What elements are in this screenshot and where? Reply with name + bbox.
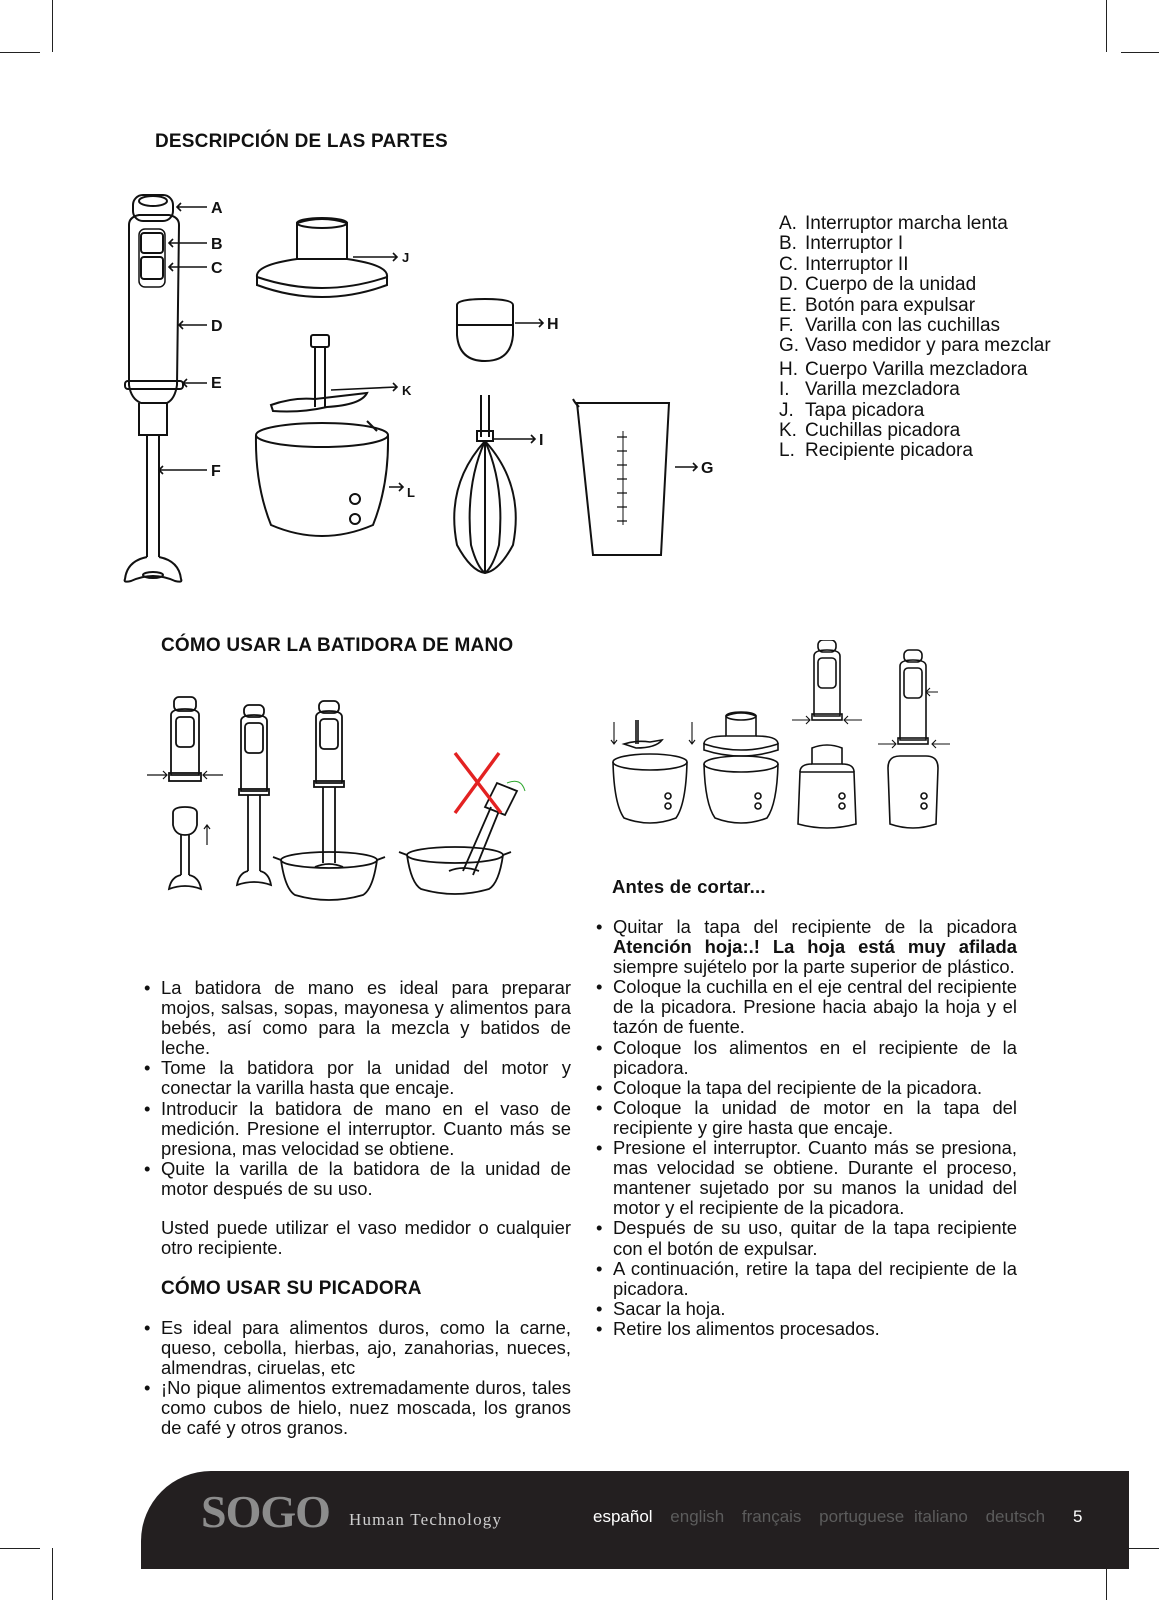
measuring-cup-illustration [573,399,697,555]
heading-how-blender: CÓMO USAR LA BATIDORA DE MANO [161,635,514,656]
page-footer [141,1471,1129,1569]
legend-item [779,401,1051,421]
list-item: • La batidora de mano es ideal para preparar mojos, salsas, sopas, mayonesa y alimentos para bebés, así como para la mezcla y batidos de leche. [142,978,571,1058]
legend-item [779,316,1051,336]
figure-letter-b: B [211,236,223,253]
chopper-bowl-illustration [256,421,403,536]
legend-label: Interruptor marcha lenta [805,213,1008,234]
crop-mark [0,1548,40,1549]
list-item: • Coloque la tapa del recipiente de la picadora. [594,1078,1017,1098]
legend-item [779,275,1051,295]
legend-label: Varilla con las cuchillas [805,315,1001,337]
crop-mark [1121,52,1159,53]
list-item: • Después de su uso, quitar de la tapa recipiente con el botón de expulsar. [594,1218,1017,1258]
blending-shaft-body-illustration [457,299,543,361]
legend-label: Cuchillas picadora [805,420,961,442]
language-item-italiano: italiano [913,1507,968,1526]
list-item: • A continuación, retire la tapa del recipiente de la picadora. [594,1259,1017,1299]
list-item: • Coloque la unidad de motor en la tapa del recipiente y gire hasta que encaje. [594,1098,1017,1138]
legend-key: K. [779,420,797,442]
blender-continuation: Usted puede utilizar el vaso medidor o cualquier otro recipiente. [161,1217,571,1259]
figure-letter-f: F [211,463,221,480]
figure-letter-h: H [547,316,559,333]
figure-letter-i: I [539,432,544,449]
chopper-blade-illustration [271,335,397,412]
list-item [594,917,1017,977]
figure-letter-j: J [402,250,410,265]
step-blend-in-bowl-illustration [273,701,385,900]
chopper-lid-illustration [257,218,397,297]
legend-key: H. [779,358,798,380]
step-wrong-angle-illustration [399,781,525,894]
figure-letter-c: C [211,260,223,277]
legend-item [779,360,1051,380]
step-insert-blade-illustration [611,720,695,823]
legend-label: Tapa picadora [805,399,925,421]
legend-key: L. [779,440,795,462]
step-place-lid-illustration [704,712,778,823]
legend-key: B. [779,233,797,255]
list-item: • Coloque los alimentos en el recipiente de la picadora. [594,1038,1017,1078]
language-nav [593,1507,1058,1527]
legend-item [779,296,1051,316]
list-item: • ¡No pique alimentos extremadamente duros, tales como cubos de hielo, nuez moscada, los granos de café y otros granos. [142,1378,571,1438]
crop-mark [52,0,53,52]
figure-letter-a: A [211,200,223,217]
step-assembled-chopper-illustration [878,650,950,828]
list-item: • Es ideal para alimentos duros, como la carne, queso, cebolla, hierbas, ajo, zanahorias, nueces, almendras, ciruelas, etc [142,1318,571,1378]
language-item-english: english [670,1507,725,1526]
list-item: • Retire los alimentos procesados. [594,1319,1017,1339]
legend-item [779,380,1051,400]
list-item-text: Quitar la tapa del recipiente de la picadora [613,916,1017,937]
legend-key: F. [779,315,794,337]
blender-usage-figure [145,695,545,925]
legend-label: Vaso medidor y para mezclar [805,335,1051,357]
legend-label: Interruptor II [805,253,909,275]
warning-text: Atención hoja:.! La hoja está muy afilada [613,936,1017,958]
list-item: • Quite la varilla de la batidora de la unidad de motor después de su uso. [142,1159,571,1199]
parts-figure [115,185,745,595]
list-item: • Tome la batidora por la unidad del motor y conectar la varilla hasta que encaje. [142,1058,571,1098]
list-item: • Presione el interruptor. Cuanto más se presiona, mas velocidad se obtiene. Durante el proceso, mantener sujetado por su manos la unidad del motor y el recipiente de la picadora. [594,1138,1017,1218]
legend-label: Varilla mezcladora [805,379,960,401]
crop-mark [52,1548,53,1600]
chopper-usage-figure [606,640,986,850]
legend-item [779,234,1051,254]
figure-letter-l: L [407,485,415,500]
legend-key: I. [779,379,790,401]
before-cut-instructions [594,917,1017,1339]
step-complete-blender-illustration [237,705,271,885]
legend-label: Cuerpo Varilla mezcladora [805,358,1028,380]
brand-logo: SOGO [201,1486,330,1537]
blender-instructions [142,978,571,1199]
figure-letter-g: G [701,460,714,477]
language-item-espanol: español [593,1507,653,1526]
chopper-notes [142,1318,571,1439]
list-item: • Coloque la cuchilla en el eje central del recipiente de la picadora. Presione hacia abajo la hoja y el tazón de fuente. [594,977,1017,1037]
legend-key: C. [779,253,798,275]
legend-label: Botón para expulsar [805,294,976,316]
legend-item [779,336,1051,356]
heading-how-chopper: CÓMO USAR SU PICADORA [161,1278,422,1299]
legend-key: E. [779,294,797,316]
legend-item [779,421,1051,441]
legend-item [779,255,1051,275]
figure-letter-e: E [211,375,222,392]
heading-parts: DESCRIPCIÓN DE LAS PARTES [155,131,448,152]
cross-mark-icon [455,753,501,813]
language-item-francais: français [741,1507,802,1526]
figure-letter-d: D [211,318,223,335]
parts-legend [779,214,1051,462]
legend-item [779,441,1051,461]
language-item-portuguese: portuguese [819,1507,905,1526]
crop-mark [0,52,40,53]
legend-item [779,214,1051,234]
legend-label: Cuerpo de la unidad [805,274,977,296]
figure-letter-k: K [402,383,412,398]
legend-label: Interruptor I [805,233,904,255]
step-attach-shaft-illustration [147,697,223,889]
legend-key: G. [779,335,800,357]
list-item: • Introducir la batidora de mano en el vaso de medición. Presione el interruptor. Cuanto más se presiona, mas velocidad se obtiene. [142,1099,571,1159]
language-item-deutsch: deutsch [985,1507,1046,1526]
whisk-illustration [454,395,535,573]
legend-key: D. [779,274,798,296]
heading-before-cut: Antes de cortar... [612,876,766,897]
page-number: 5 [1073,1507,1083,1526]
list-item: • Sacar la hoja. [594,1299,1017,1319]
legend-key: J. [779,399,794,421]
hand-blender-illustration [125,195,183,582]
crop-mark [1106,0,1107,52]
legend-label: Recipiente picadora [805,440,973,462]
step-attach-motor-illustration [792,640,862,828]
legend-key: A. [779,213,797,234]
brand-tagline: Human Technology [349,1510,503,1529]
list-item-text: siempre sujételo por la parte superior de plástico. [613,956,1015,978]
